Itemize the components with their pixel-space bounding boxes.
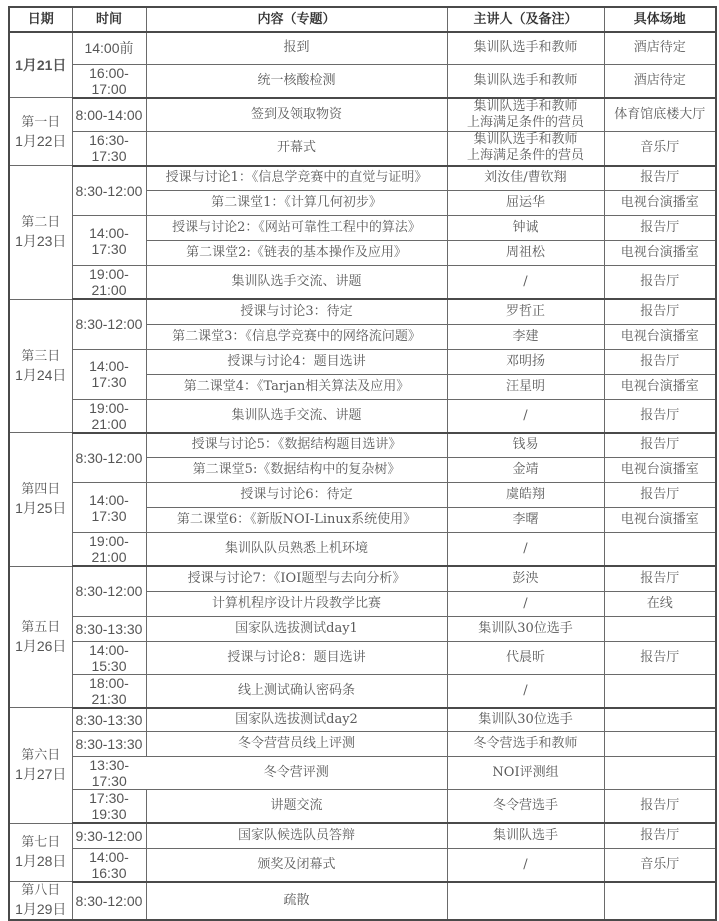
time-cell: 14:00-15:30 <box>72 641 146 674</box>
table-row <box>9 616 716 641</box>
content-cell: 国家队候选队员答辩 <box>146 823 447 848</box>
speaker-cell: 集训队30位选手 <box>447 708 604 732</box>
time-cell: 8:30-12:00 <box>72 166 146 216</box>
speaker-cell: 李建 <box>447 324 604 349</box>
time-cell: 19:00-21:00 <box>72 266 146 300</box>
speaker-cell: 代晨昕 <box>447 641 604 674</box>
content-cell: 冬令营营员线上评测 <box>146 732 447 757</box>
venue-cell <box>604 757 716 790</box>
date-text: 1月27日 <box>15 766 67 783</box>
table-row <box>9 433 716 458</box>
time-cell: 19:00-21:00 <box>72 399 146 433</box>
table-row <box>9 848 716 882</box>
day-label: 第五日 <box>21 619 61 635</box>
speaker-cell: 金靖 <box>447 458 604 483</box>
speaker-cell: / <box>447 399 604 433</box>
content-cell: 颁奖及闭幕式 <box>146 848 447 882</box>
time-cell: 13:30-17:30 <box>72 757 146 790</box>
speaker-cell <box>447 882 604 920</box>
content-cell: 讲题交流 <box>146 790 447 824</box>
day-label: 第二日 <box>21 215 61 231</box>
venue-cell: 电视台演播室 <box>604 374 716 399</box>
venue-cell: 音乐厅 <box>604 132 716 166</box>
venue-cell: 报告厅 <box>604 823 716 848</box>
venue-cell: 报告厅 <box>604 166 716 191</box>
speaker-cell: 集训队30位选手 <box>447 616 604 641</box>
table-row <box>9 483 716 508</box>
content-cell: 计算机程序设计片段教学比赛 <box>146 591 447 616</box>
venue-cell: 报告厅 <box>604 641 716 674</box>
speaker-line: 上海满足条件的营员 <box>466 148 584 164</box>
date-text: 1月23日 <box>15 233 67 250</box>
speaker-cell: NOI评测组 <box>447 757 604 790</box>
content-cell: 集训队选手交流、讲题 <box>146 399 447 433</box>
table-row <box>9 349 716 374</box>
venue-cell: 报告厅 <box>604 266 716 300</box>
content-cell: 集训队队员熟悉上机环境 <box>146 533 447 567</box>
time-cell: 8:30-12:00 <box>72 299 146 349</box>
header-row <box>9 7 716 32</box>
table-row <box>9 566 716 591</box>
speaker-cell: 冬令营选手 <box>447 790 604 824</box>
speaker-cell: 钟诚 <box>447 216 604 241</box>
time-cell: 17:30-19:30 <box>72 790 146 824</box>
table-row <box>9 216 716 241</box>
speaker-cell: 周祖松 <box>447 241 604 266</box>
table-row <box>9 32 716 64</box>
date-cell <box>9 566 72 708</box>
speaker-cell: / <box>447 266 604 300</box>
header-venue: 具体场地 <box>604 7 716 32</box>
header-speaker: 主讲人（及备注） <box>447 7 604 32</box>
date-text: 1月28日 <box>15 853 67 870</box>
venue-cell: 电视台演播室 <box>604 191 716 216</box>
table-row <box>9 732 716 757</box>
speaker-cell: 李曙 <box>447 508 604 533</box>
venue-cell: 报告厅 <box>604 433 716 458</box>
venue-cell <box>604 616 716 641</box>
content-cell: 授课与讨论4：题目选讲 <box>146 349 447 374</box>
speaker-line: 上海满足条件的营员 <box>466 114 584 130</box>
table-row <box>9 757 716 790</box>
venue-cell <box>604 882 716 920</box>
content-cell: 统一核酸检测 <box>146 64 447 98</box>
day-label: 第三日 <box>21 348 61 364</box>
table-row <box>9 790 716 824</box>
venue-cell: 报告厅 <box>604 216 716 241</box>
speaker-cell: 集训队选手 <box>447 823 604 848</box>
time-cell: 9:30-12:00 <box>72 823 146 848</box>
venue-cell: 酒店待定 <box>604 64 716 98</box>
content-cell: 授课与讨论3：待定 <box>146 299 447 324</box>
venue-cell <box>604 674 716 708</box>
header-date: 日期 <box>9 7 72 32</box>
venue-cell: 体育馆底楼大厅 <box>604 98 716 132</box>
content-cell: 疏散 <box>146 882 447 920</box>
venue-cell <box>604 708 716 732</box>
date-cell <box>9 433 72 567</box>
content-cell: 线上测试确认密码条 <box>146 674 447 708</box>
date-cell <box>9 882 72 920</box>
venue-cell <box>604 533 716 567</box>
content-cell: 第二课堂4：《Tarjan相关算法及应用》 <box>146 374 447 399</box>
day-label: 第四日 <box>21 482 61 498</box>
time-cell: 16:00-17:00 <box>72 64 146 98</box>
date-cell <box>9 166 72 300</box>
time-cell: 8:30-13:30 <box>72 616 146 641</box>
table-row <box>9 674 716 708</box>
content-cell: 授课与讨论5：《数据结构题目选讲》 <box>146 433 447 458</box>
time-cell: 8:30-12:00 <box>72 433 146 483</box>
speaker-cell <box>447 132 604 166</box>
time-cell <box>72 132 146 166</box>
table-row <box>9 823 716 848</box>
content-cell: 授课与讨论7：《IOI题型与去向分析》 <box>146 566 447 591</box>
table-row <box>9 299 716 324</box>
speaker-cell: / <box>447 591 604 616</box>
content-cell: 第二课堂2:《链表的基本操作及应用》 <box>146 241 447 266</box>
speaker-cell: 屈运华 <box>447 191 604 216</box>
content-cell: 集训队选手交流、讲题 <box>146 266 447 300</box>
table-row <box>9 98 716 132</box>
content-cell: 授课与讨论1：《信息学竞赛中的直觉与证明》 <box>146 166 447 191</box>
table-row <box>9 266 716 300</box>
content-cell: 冬令营评测 <box>146 757 447 790</box>
venue-cell: 酒店待定 <box>604 32 716 64</box>
venue-cell: 电视台演播室 <box>604 324 716 349</box>
time-cell: 8:00-14:00 <box>72 98 146 132</box>
content-cell: 第二课堂6：《新版NOI-Linux系统使用》 <box>146 508 447 533</box>
speaker-cell: 集训队选手和教师 <box>447 64 604 98</box>
content-cell: 授课与讨论6：待定 <box>146 483 447 508</box>
time-line: 16:30- <box>89 132 129 149</box>
speaker-cell: / <box>447 674 604 708</box>
speaker-cell: 集训队选手和教师 <box>447 32 604 64</box>
table-row <box>9 399 716 433</box>
content-cell: 国家队选拔测试day2 <box>146 708 447 732</box>
date-cell <box>9 299 72 433</box>
content-cell: 授课与讨论2：《网站可靠性工程中的算法》 <box>146 216 447 241</box>
day-label: 第六日 <box>21 748 61 764</box>
speaker-cell: 钱易 <box>447 433 604 458</box>
speaker-line: 集训队选手和教师 <box>473 98 578 114</box>
date-cell <box>9 708 72 824</box>
header-time: 时间 <box>72 7 146 32</box>
time-cell: 8:30-13:30 <box>72 708 146 732</box>
speaker-cell: 罗哲正 <box>447 299 604 324</box>
venue-cell: 报告厅 <box>604 349 716 374</box>
date-cell <box>9 98 72 166</box>
date-text: 1月24日 <box>15 366 67 383</box>
date-text: 1月22日 <box>15 132 67 149</box>
content-cell: 授课与讨论8：题目选讲 <box>146 641 447 674</box>
time-cell: 14:00-17:30 <box>72 349 146 399</box>
table-row <box>9 641 716 674</box>
time-cell: 14:00-16:30 <box>72 848 146 882</box>
schedule-table <box>8 6 717 921</box>
time-cell: 8:30-12:00 <box>72 566 146 616</box>
table-row <box>9 166 716 191</box>
time-cell: 19:00-21:00 <box>72 533 146 567</box>
venue-cell: 在线 <box>604 591 716 616</box>
date-text: 1月26日 <box>15 637 67 654</box>
table-row <box>9 882 716 920</box>
date-cell <box>9 823 72 882</box>
content-cell: 国家队选拔测试day1 <box>146 616 447 641</box>
speaker-cell: 冬令营选手和教师 <box>447 732 604 757</box>
speaker-cell: 刘汝佳/曹钦翔 <box>447 166 604 191</box>
speaker-cell: 汪星明 <box>447 374 604 399</box>
speaker-cell <box>447 98 604 132</box>
day-label: 第八日 <box>21 883 61 899</box>
day-label: 第七日 <box>21 835 61 851</box>
speaker-cell: / <box>447 848 604 882</box>
venue-cell: 报告厅 <box>604 299 716 324</box>
time-line: 17:30 <box>91 148 127 165</box>
date-text: 1月21日 <box>15 57 67 73</box>
date-text: 1月25日 <box>15 500 67 517</box>
day-label: 第一日 <box>21 114 61 130</box>
venue-cell: 电视台演播室 <box>604 458 716 483</box>
content-cell: 第二课堂1：《计算几何初步》 <box>146 191 447 216</box>
time-cell: 8:30-13:30 <box>72 732 146 757</box>
venue-cell <box>604 732 716 757</box>
content-cell: 开幕式 <box>146 132 447 166</box>
speaker-cell: / <box>447 533 604 567</box>
date-cell <box>9 32 72 98</box>
time-cell: 14:00-17:30 <box>72 216 146 266</box>
header-content: 内容（专题） <box>146 7 447 32</box>
date-text: 1月29日 <box>15 901 67 918</box>
table-row <box>9 64 716 98</box>
speaker-cell: 邓明扬 <box>447 349 604 374</box>
time-cell: 14:00-17:30 <box>72 483 146 533</box>
venue-cell: 报告厅 <box>604 483 716 508</box>
content-cell: 签到及领取物资 <box>146 98 447 132</box>
venue-cell: 报告厅 <box>604 790 716 824</box>
time-cell: 8:30-12:00 <box>72 882 146 920</box>
venue-cell: 电视台演播室 <box>604 241 716 266</box>
table-row <box>9 132 716 166</box>
venue-cell: 电视台演播室 <box>604 508 716 533</box>
speaker-line: 集训队选手和教师 <box>473 132 578 148</box>
content-cell: 第二课堂3：《信息学竞赛中的网络流问题》 <box>146 324 447 349</box>
speaker-cell: 虞皓翔 <box>447 483 604 508</box>
speaker-cell: 彭泱 <box>447 566 604 591</box>
time-cell: 14:00前 <box>72 32 146 64</box>
venue-cell: 报告厅 <box>604 399 716 433</box>
table-row <box>9 708 716 732</box>
content-cell: 报到 <box>146 32 447 64</box>
content-cell: 第二课堂5:《数据结构中的复杂树》 <box>146 458 447 483</box>
table-row <box>9 533 716 567</box>
venue-cell: 报告厅 <box>604 566 716 591</box>
venue-cell: 音乐厅 <box>604 848 716 882</box>
time-cell: 18:00-21:30 <box>72 674 146 708</box>
